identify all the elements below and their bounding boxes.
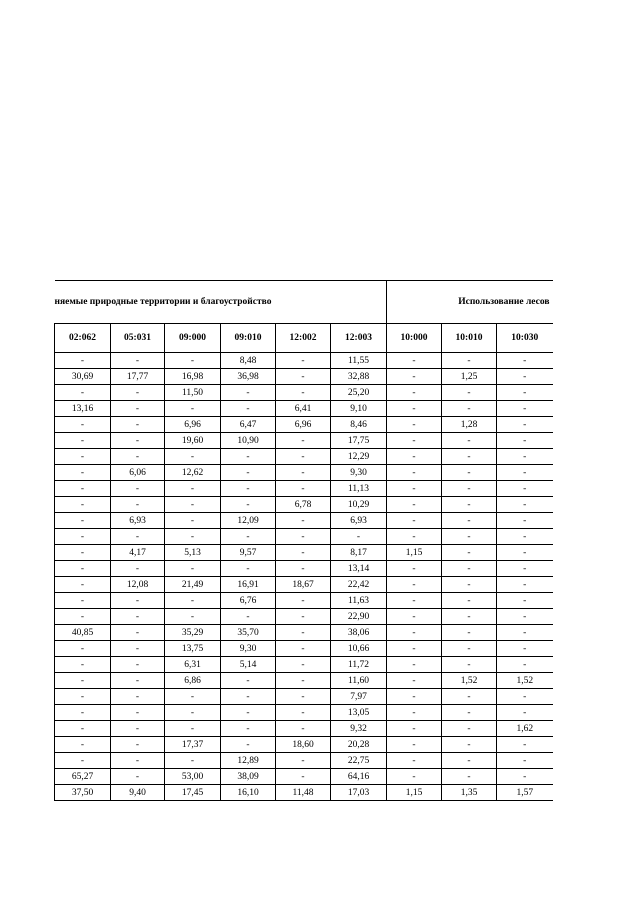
table-cell: -: [55, 593, 111, 609]
table-row: [55, 369, 553, 385]
table-cell: -: [387, 577, 442, 593]
table-cell: -: [165, 593, 221, 609]
table-cell: -: [442, 353, 497, 369]
table-cell: -: [497, 625, 553, 641]
table-cell: -: [276, 385, 331, 401]
table-cell: 1,52: [497, 673, 553, 689]
table-cell: -: [497, 641, 553, 657]
table-cell: -: [442, 401, 497, 417]
table-row: [55, 433, 553, 449]
table-cell: 22,42: [331, 577, 387, 593]
table-row: [55, 753, 553, 769]
table-cell: -: [111, 417, 165, 433]
table-cell: -: [387, 497, 442, 513]
table-cell: -: [442, 529, 497, 545]
table-cell: -: [387, 433, 442, 449]
table-cell: -: [111, 657, 165, 673]
group-header-forest-use: Использование лесов: [387, 281, 553, 324]
table-cell: -: [55, 433, 111, 449]
table-cell: 35,70: [221, 625, 276, 641]
table-cell: -: [55, 465, 111, 481]
table-cell: 11,50: [165, 385, 221, 401]
table-row: [55, 593, 553, 609]
table-cell: -: [111, 561, 165, 577]
table-cell: 1,62: [497, 721, 553, 737]
table-cell: -: [55, 529, 111, 545]
table-row: [55, 657, 553, 673]
table-cell: -: [55, 721, 111, 737]
table-cell: -: [55, 737, 111, 753]
table-cell: 9,30: [221, 641, 276, 657]
table-row: [55, 497, 553, 513]
table-cell: -: [497, 513, 553, 529]
table-cell: -: [387, 753, 442, 769]
table-cell: 7,97: [331, 689, 387, 705]
table-cell: -: [111, 625, 165, 641]
table-cell: -: [497, 417, 553, 433]
table-cell: 35,29: [165, 625, 221, 641]
table-cell: 17,37: [165, 737, 221, 753]
table-cell: 12,08: [111, 577, 165, 593]
table-cell: -: [276, 689, 331, 705]
table-cell: -: [387, 593, 442, 609]
table-cell: -: [387, 641, 442, 657]
table-cell: -: [276, 673, 331, 689]
table-cell: -: [111, 497, 165, 513]
table-cell: 22,90: [331, 609, 387, 625]
table-cell: -: [276, 369, 331, 385]
table-cell: -: [497, 561, 553, 577]
table-cell: 12,62: [165, 465, 221, 481]
table-cell: 12,89: [221, 753, 276, 769]
table-cell: -: [387, 625, 442, 641]
table-cell: -: [111, 641, 165, 657]
table-cell: -: [221, 449, 276, 465]
table-cell: -: [497, 689, 553, 705]
table-cell: -: [276, 465, 331, 481]
table-cell: -: [165, 689, 221, 705]
table-cell: -: [387, 417, 442, 433]
table-cell: -: [221, 385, 276, 401]
table-cell: 22,75: [331, 753, 387, 769]
table-row: [55, 705, 553, 721]
table-cell: 38,06: [331, 625, 387, 641]
table-cell: 9,30: [331, 465, 387, 481]
table-cell: -: [497, 433, 553, 449]
table-cell: -: [497, 353, 553, 369]
table-cell: 13,75: [165, 641, 221, 657]
table-row: [55, 401, 553, 417]
table-cell: 17,75: [331, 433, 387, 449]
table-cell: 6,31: [165, 657, 221, 673]
table-row: [55, 561, 553, 577]
table-cell: -: [165, 497, 221, 513]
table-cell: 11,55: [331, 353, 387, 369]
table-cell: -: [111, 449, 165, 465]
table-cell: 65,27: [55, 769, 111, 785]
table-cell: -: [111, 593, 165, 609]
table-cell: 6,96: [165, 417, 221, 433]
table-cell: 13,14: [331, 561, 387, 577]
table-cell: -: [55, 561, 111, 577]
table-cell: -: [221, 689, 276, 705]
table-cell: -: [55, 753, 111, 769]
column-header: 10:000: [387, 324, 442, 353]
table-cell: -: [442, 433, 497, 449]
table-cell: -: [165, 481, 221, 497]
table-cell: 9,32: [331, 721, 387, 737]
table-cell: -: [111, 353, 165, 369]
table-cell: -: [442, 465, 497, 481]
table-cell: -: [55, 353, 111, 369]
table-cell: -: [221, 737, 276, 753]
table-cell: -: [497, 545, 553, 561]
table-cell: -: [221, 481, 276, 497]
table-cell: 18,67: [276, 577, 331, 593]
table-cell: -: [111, 689, 165, 705]
table-cell: -: [442, 545, 497, 561]
table-cell: -: [276, 353, 331, 369]
table-cell: -: [276, 657, 331, 673]
table-cell: -: [442, 769, 497, 785]
table-cell: -: [442, 737, 497, 753]
table-cell: -: [497, 657, 553, 673]
table-cell: -: [387, 721, 442, 737]
table-cell: -: [387, 513, 442, 529]
table-cell: -: [442, 497, 497, 513]
table-cell: -: [111, 769, 165, 785]
column-header: 10:010: [442, 324, 497, 353]
table-row: [55, 737, 553, 753]
table-cell: 1,52: [442, 673, 497, 689]
table-cell: 38,09: [221, 769, 276, 785]
table-cell: 11,72: [331, 657, 387, 673]
table-cell: -: [442, 689, 497, 705]
table-cell: -: [55, 657, 111, 673]
table-cell: -: [387, 529, 442, 545]
table-row: [55, 385, 553, 401]
table-cell: -: [497, 593, 553, 609]
table-row: [55, 481, 553, 497]
table-cell: 5,13: [165, 545, 221, 561]
table-cell: -: [111, 721, 165, 737]
table-cell: 25,20: [331, 385, 387, 401]
table-cell: -: [221, 721, 276, 737]
table-cell: -: [387, 737, 442, 753]
table-row: [55, 529, 553, 545]
table-cell: 16,91: [221, 577, 276, 593]
table-cell: -: [276, 545, 331, 561]
column-header: 12:003: [331, 324, 387, 353]
table-cell: 12,29: [331, 449, 387, 465]
table-cell: 11,63: [331, 593, 387, 609]
table-cell: -: [111, 385, 165, 401]
table-cell: -: [276, 593, 331, 609]
table-row: [55, 625, 553, 641]
table-cell: 20,28: [331, 737, 387, 753]
table-cell: -: [221, 529, 276, 545]
table-cell: -: [221, 465, 276, 481]
table-cell: 11,60: [331, 673, 387, 689]
table-cell: -: [442, 609, 497, 625]
table-cell: -: [165, 449, 221, 465]
table-cell: 8,46: [331, 417, 387, 433]
table-cell: -: [165, 401, 221, 417]
table-row: [55, 641, 553, 657]
table-cell: -: [497, 705, 553, 721]
table-cell: -: [387, 673, 442, 689]
table-cell: -: [55, 497, 111, 513]
table-cell: -: [442, 721, 497, 737]
table-cell: -: [387, 561, 442, 577]
group-header-row: [55, 281, 553, 324]
column-code-row: [55, 324, 553, 353]
table-cell: -: [111, 481, 165, 497]
table-row: [55, 689, 553, 705]
table-cell: -: [111, 705, 165, 721]
table-row: [55, 609, 553, 625]
table-row: [55, 785, 553, 801]
table-cell: 16,98: [165, 369, 221, 385]
table-cell: 1,15: [387, 545, 442, 561]
table-cell: -: [55, 385, 111, 401]
table-cell: 1,35: [442, 785, 497, 801]
table-cell: -: [442, 625, 497, 641]
table-cell: -: [165, 353, 221, 369]
table-cell: -: [331, 529, 387, 545]
table-cell: 6,47: [221, 417, 276, 433]
table-cell: -: [442, 657, 497, 673]
table-cell: 18,60: [276, 737, 331, 753]
table-cell: -: [276, 721, 331, 737]
table-cell: 40,85: [55, 625, 111, 641]
table-cell: -: [442, 641, 497, 657]
table-cell: -: [442, 449, 497, 465]
table-cell: -: [111, 737, 165, 753]
table-cell: 8,48: [221, 353, 276, 369]
table-cell: -: [55, 641, 111, 657]
table-row: [55, 353, 553, 369]
table-cell: -: [165, 609, 221, 625]
table-cell: -: [276, 433, 331, 449]
table-cell: -: [276, 625, 331, 641]
table-cell: -: [276, 513, 331, 529]
table-cell: -: [55, 705, 111, 721]
table-cell: -: [276, 449, 331, 465]
table-cell: 10,29: [331, 497, 387, 513]
table-cell: 1,25: [442, 369, 497, 385]
table-cell: 4,17: [111, 545, 165, 561]
table-cell: -: [387, 609, 442, 625]
table-cell: -: [387, 449, 442, 465]
table-cell: -: [497, 369, 553, 385]
data-table: [54, 280, 553, 801]
table-cell: 10,90: [221, 433, 276, 449]
table-cell: -: [111, 609, 165, 625]
table-cell: -: [165, 529, 221, 545]
table-cell: -: [387, 465, 442, 481]
column-header: 09:000: [165, 324, 221, 353]
table-row: [55, 449, 553, 465]
table-cell: -: [387, 401, 442, 417]
table-cell: -: [221, 609, 276, 625]
table-cell: -: [221, 401, 276, 417]
column-header: 10:030: [497, 324, 553, 353]
table-cell: 5,14: [221, 657, 276, 673]
table-cell: 9,57: [221, 545, 276, 561]
table-cell: -: [111, 401, 165, 417]
table-cell: -: [442, 593, 497, 609]
table-cell: 13,16: [55, 401, 111, 417]
table-cell: -: [387, 481, 442, 497]
table-cell: -: [55, 577, 111, 593]
table-cell: -: [55, 689, 111, 705]
table-cell: -: [165, 513, 221, 529]
table-cell: -: [165, 753, 221, 769]
table-row: [55, 417, 553, 433]
table-cell: -: [111, 529, 165, 545]
table-cell: -: [55, 609, 111, 625]
table-cell: -: [387, 385, 442, 401]
table-cell: -: [442, 561, 497, 577]
table-cell: 6,93: [111, 513, 165, 529]
table-row: [55, 673, 553, 689]
table-cell: -: [276, 561, 331, 577]
table-cell: 9,10: [331, 401, 387, 417]
table-cell: -: [55, 417, 111, 433]
table-cell: -: [497, 737, 553, 753]
table-cell: -: [111, 433, 165, 449]
table-cell: -: [497, 449, 553, 465]
table-cell: -: [497, 385, 553, 401]
table-row: [55, 545, 553, 561]
table-cell: 17,77: [111, 369, 165, 385]
table-cell: 6,78: [276, 497, 331, 513]
table-cell: -: [497, 753, 553, 769]
table-cell: -: [497, 529, 553, 545]
table-cell: -: [442, 577, 497, 593]
table-cell: 1,28: [442, 417, 497, 433]
table-cell: -: [387, 657, 442, 673]
table-cell: 53,00: [165, 769, 221, 785]
table-cell: 12,09: [221, 513, 276, 529]
table-cell: -: [55, 513, 111, 529]
table-cell: -: [276, 705, 331, 721]
table-cell: -: [55, 673, 111, 689]
table-row: [55, 721, 553, 737]
table-cell: -: [221, 673, 276, 689]
table-cell: 9,40: [111, 785, 165, 801]
table-row: [55, 769, 553, 785]
table-cell: -: [497, 497, 553, 513]
table-cell: 6,76: [221, 593, 276, 609]
table-cell: -: [55, 545, 111, 561]
table-row: [55, 577, 553, 593]
table-cell: 13,05: [331, 705, 387, 721]
table-cell: 17,45: [165, 785, 221, 801]
table-cell: -: [497, 577, 553, 593]
table-cell: -: [442, 513, 497, 529]
table-cell: -: [221, 705, 276, 721]
column-header: 02:062: [55, 324, 111, 353]
table-cell: 6,86: [165, 673, 221, 689]
table-cell: 11,13: [331, 481, 387, 497]
table-row: [55, 513, 553, 529]
column-header: 12:002: [276, 324, 331, 353]
group-header-protected-territories: няемые природные территории и благоустройство: [55, 281, 387, 324]
table-cell: 36,98: [221, 369, 276, 385]
table-cell: -: [387, 369, 442, 385]
table-cell: 6,06: [111, 465, 165, 481]
table-row: [55, 465, 553, 481]
table-cell: -: [497, 465, 553, 481]
table-cell: -: [387, 705, 442, 721]
table-cell: 32,88: [331, 369, 387, 385]
table-cell: -: [497, 401, 553, 417]
table-cell: -: [165, 721, 221, 737]
table-cell: -: [387, 769, 442, 785]
table-cell: -: [55, 449, 111, 465]
table-cell: 16,10: [221, 785, 276, 801]
table-cell: -: [111, 753, 165, 769]
table-cell: 1,15: [387, 785, 442, 801]
column-header: 09:010: [221, 324, 276, 353]
table-cell: -: [442, 753, 497, 769]
table-cell: -: [165, 561, 221, 577]
table-body: [55, 353, 553, 801]
table-cell: -: [276, 481, 331, 497]
table-cell: 8,17: [331, 545, 387, 561]
table-cell: -: [442, 705, 497, 721]
table-cell: -: [387, 689, 442, 705]
table-cell: -: [387, 353, 442, 369]
table-cell: 6,96: [276, 417, 331, 433]
table-cell: -: [442, 481, 497, 497]
table-cell: -: [497, 481, 553, 497]
table-cell: -: [55, 481, 111, 497]
table-cell: -: [276, 641, 331, 657]
table-cell: -: [276, 609, 331, 625]
table-cell: 1,57: [497, 785, 553, 801]
table-cell: -: [165, 705, 221, 721]
table-cell: 11,48: [276, 785, 331, 801]
table-cell: 30,69: [55, 369, 111, 385]
column-header: 05:031: [111, 324, 165, 353]
table-cell: 17,03: [331, 785, 387, 801]
table-cell: -: [276, 753, 331, 769]
table-cell: -: [221, 561, 276, 577]
table-cell: -: [497, 609, 553, 625]
table-cell: 21,49: [165, 577, 221, 593]
table-cell: -: [111, 673, 165, 689]
table-cell: 10,66: [331, 641, 387, 657]
table-cell: 6,93: [331, 513, 387, 529]
table-cell: 37,50: [55, 785, 111, 801]
table-cell: 6,41: [276, 401, 331, 417]
table-cell: -: [276, 529, 331, 545]
table-cell: -: [442, 385, 497, 401]
table-cell: -: [497, 769, 553, 785]
table-cell: 64,16: [331, 769, 387, 785]
table-cell: -: [221, 497, 276, 513]
table-cell: -: [276, 769, 331, 785]
table-cell: 19,60: [165, 433, 221, 449]
